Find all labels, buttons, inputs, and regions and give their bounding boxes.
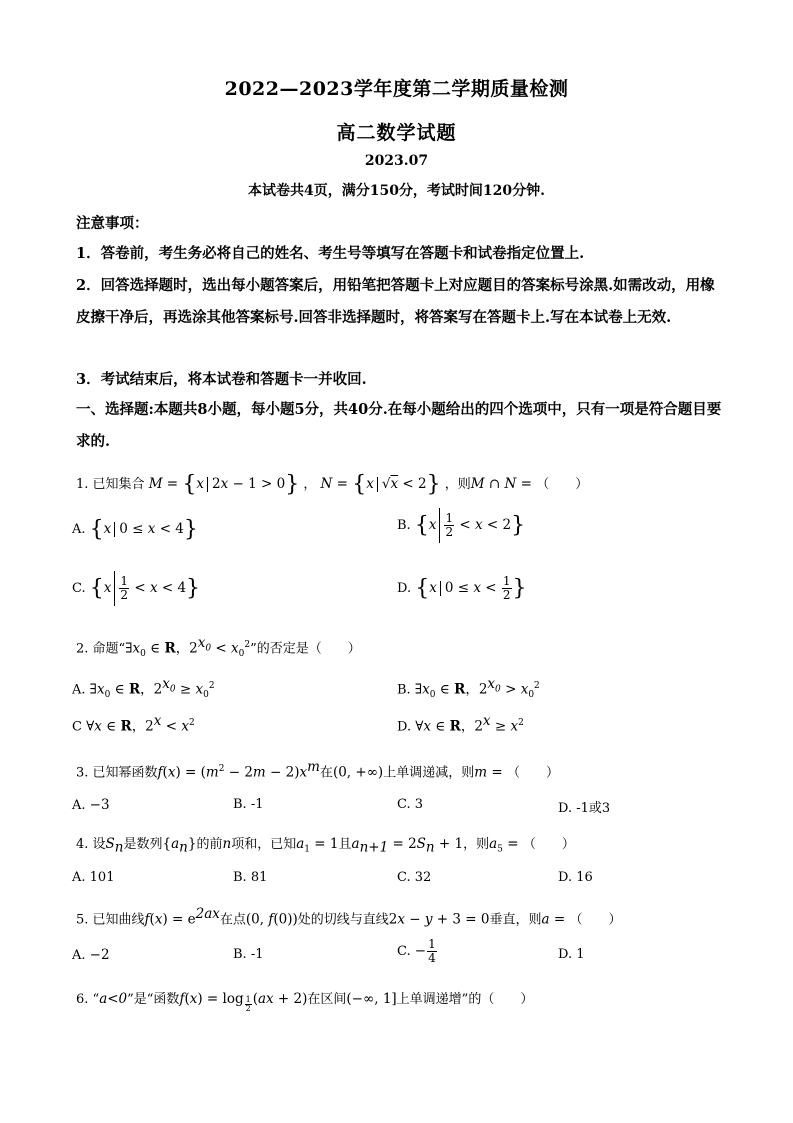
exam-date: 2023.07 <box>364 153 429 169</box>
q4-option-d[interactable]: D. 16 <box>558 870 593 885</box>
q4-option-a[interactable]: A. 101 <box>72 870 115 885</box>
q5-option-c[interactable]: C. − $\frac{1}{4}$ <box>397 937 436 965</box>
q1-option-c[interactable]: C. {x $\frac{1}{2}$ < x < 4} <box>72 575 200 602</box>
question-4: 4. 设$S_n$是数列$\{a_n\}$的前n项和，已知$a_1 = 1$且$a_{n+1} = 2S_n + 1$，则$a_5$ = （ ） <box>76 836 575 856</box>
question-2: 2. 命题“$\exists x_0$ ∈ R，$2^{x_0} < x_0^2$”的否定是（ ） <box>76 635 361 659</box>
q2-option-d[interactable]: D. ∀x ∈ R，$2^x \ge x^2$ <box>397 713 524 735</box>
note-1: 1．答卷前，考生务必将自己的姓名、考生号等填写在答题卡和试卷指定位置上. <box>76 245 585 262</box>
question-6: 6. “a<0”是“函数f(x) = log $_{\frac{1}{2}}$ (ax + 2)在区间(−∞, 1]上单调递增”的（ ） <box>76 991 534 1013</box>
q2-option-a[interactable]: A. $\exists x_0$ ∈ R，$2^{x_0} \ge x_0^2$ <box>72 676 215 700</box>
question-5: 5. 已知曲线$f(x) = e^{2ax}$在点(0, f(0))处的切线与直线2x − y + 3 = 0垂直，则a = （ ） <box>76 906 622 928</box>
q5-option-d[interactable]: D. 1 <box>558 947 585 962</box>
q2-option-c[interactable]: C ∀x ∈ R，$2^x < x^2$ <box>72 713 195 735</box>
q5-option-b[interactable]: B. -1 <box>233 947 264 962</box>
q5-option-a[interactable]: A. −2 <box>72 947 110 963</box>
q4-option-b[interactable]: B. 81 <box>233 870 268 885</box>
note-2: 2．回答选择题时，选出每小题答案后，用铅笔把答题卡上对应题目的答案标号涂黑.如需改动，用橡皮擦干净后，再选涂其他答案标号.回答非选择题时，将答案写在答题卡上.写在本试卷上无效. <box>76 277 715 326</box>
q2-option-b[interactable]: B. $\exists x_0$ ∈ R，$2^{x_0} > x_0^2$ <box>397 676 540 700</box>
q4-option-c[interactable]: C. 32 <box>397 870 432 885</box>
q1-option-a[interactable]: A. {x 0 ≤ x < 4} <box>72 517 198 542</box>
q3-option-c[interactable]: C. 3 <box>397 797 424 812</box>
set-m-formula: M <box>148 476 163 492</box>
set-n-formula: N <box>320 476 333 492</box>
question-3: 3. 已知幂函数$f(x) = (m^2 - 2m - 2)x^m$在(0, +∞)上单调递减，则m = （ ） <box>76 759 559 781</box>
section-1-header: 一、选择题:本题共8小题，每小题5分，共40分.在每小题给出的四个选项中，只有一项是符合题目要求的. <box>76 401 722 450</box>
exam-title: 2022—2023学年度第二学期质量检测 <box>224 78 569 100</box>
q3-option-b[interactable]: B. -1 <box>233 797 264 812</box>
note-3: 3．考试结束后，将本试卷和答题卡一并收回. <box>76 371 367 388</box>
notes-heading: 注意事项： <box>76 215 149 232</box>
q3-option-a[interactable]: A. −3 <box>72 797 110 813</box>
exam-info: 本试卷共4页，满分150分，考试时间120分钟. <box>247 183 546 199</box>
q1-option-b[interactable]: B. {x $\frac{1}{2}$ < x < 2} <box>397 512 525 539</box>
q3-option-d[interactable]: D. -1或3 <box>558 801 611 816</box>
q1-option-d[interactable]: D. {x 0 ≤ x < $\frac{1}{2}$ } <box>397 574 527 602</box>
question-1: 1. 已知集合 M = {x 2x − 1 > 0} ， N = {x √x < 2} ，则M ∩ N = （ ） <box>76 472 589 497</box>
exam-subtitle: 高二数学试题 <box>336 122 457 144</box>
